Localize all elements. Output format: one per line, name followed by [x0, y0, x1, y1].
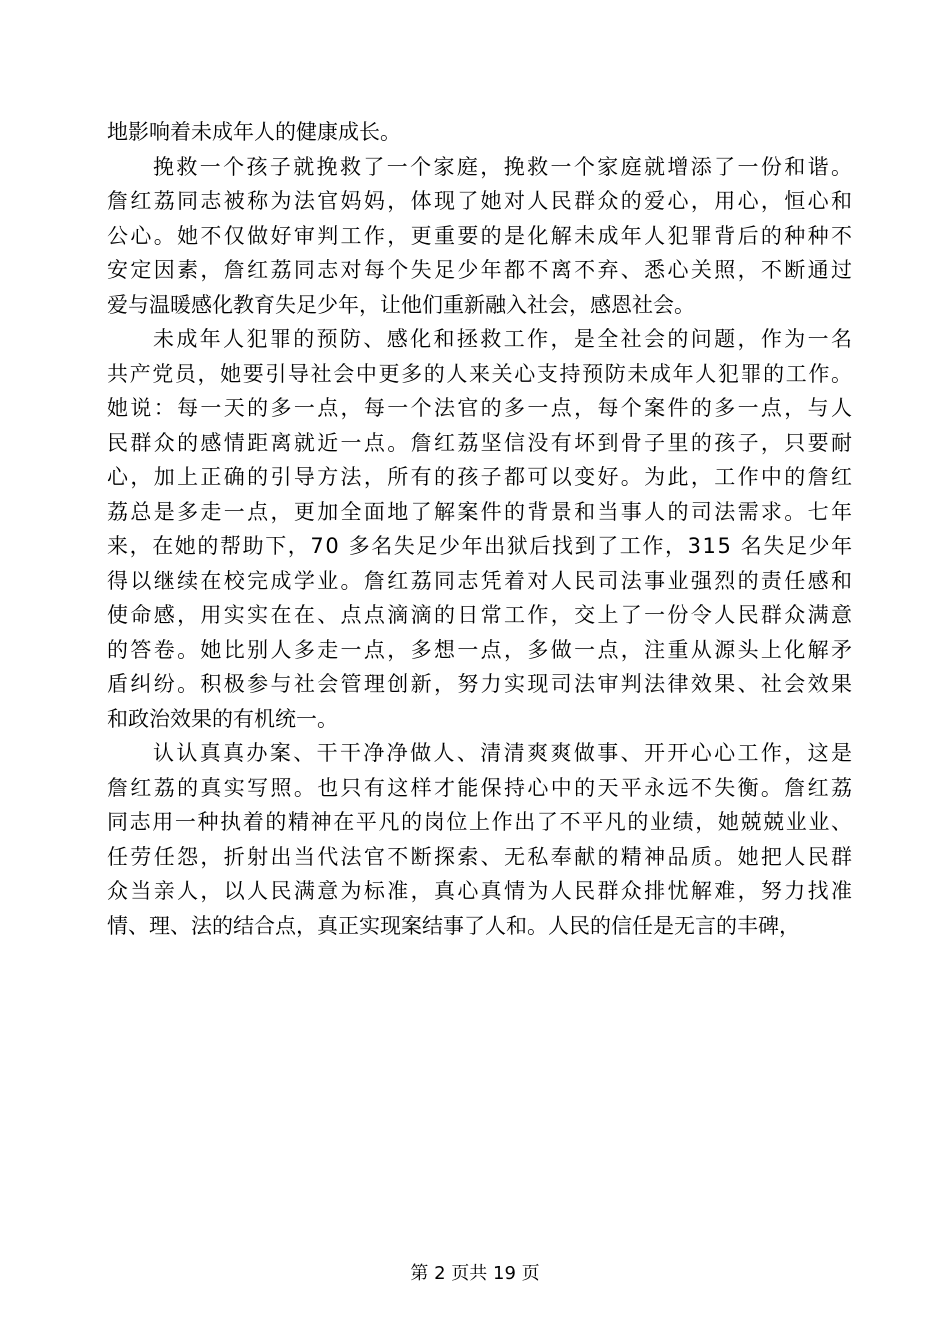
- text-line: 盾纠纷。积极参与社会管理创新，努力实现司法审判法律效果、社会效果: [107, 672, 855, 696]
- text-line: 民群众的感情距离就近一点。詹红荔坚信没有坏到骨子里的孩子，只要耐: [107, 430, 855, 455]
- text-line: 荔总是多走一点，更加全面地了解案件的背景和当事人的司法需求。七年: [107, 499, 855, 524]
- text-line: 詹红荔同志被称为法官妈妈，体现了她对人民群众的爱心，用心，恒心和: [107, 189, 855, 213]
- paragraph-2: [107, 150, 855, 323]
- text-line: 共产党员，她要引导社会中更多的人来关心支持预防未成年人犯罪的工作。: [107, 361, 854, 386]
- text-line: 挽救一个孩子就挽救了一个家庭，挽救一个家庭就增添了一份和谐。: [153, 154, 855, 179]
- text-line: 和政治效果的有机统一。: [107, 706, 338, 731]
- page-number-footer: 第 2 页共 19 页: [410, 1263, 540, 1284]
- text-line: 她说：每一天的多一点，每一个法官的多一点，每个案件的多一点，与人: [107, 396, 855, 420]
- text-line: 的答卷。她比别人多走一点，多想一点，多做一点，注重从源头上化解矛: [107, 637, 855, 662]
- text-line: 詹红荔的真实写照。也只有这样才能保持心中的天平永远不失衡。詹红荔: [107, 775, 855, 800]
- text-line: 地影响着未成年人的健康成长。: [107, 120, 401, 144]
- text-line: 任劳任怨，折射出当代法官不断探索、无私奉献的精神品质。她把人民群: [107, 844, 855, 869]
- body-text: [107, 115, 855, 943]
- text-line: 使命感，用实实在在、点点滴滴的日常工作，交上了一份令人民群众满意: [107, 603, 855, 627]
- paragraph-4: [107, 736, 855, 943]
- text-line: 认认真真办案、干干净净做人、清清爽爽做事、开开心心工作，这是: [153, 741, 855, 765]
- text-line: 得以继续在校完成学业。詹红荔同志凭着对人民司法事业强烈的责任感和: [107, 568, 855, 593]
- text-line: 安定因素，詹红荔同志对每个失足少年都不离不弃、悉心关照，不断通过: [107, 258, 855, 282]
- text-line: 爱与温暖感化教育失足少年，让他们重新融入社会，感恩社会。: [107, 292, 695, 317]
- paragraph-1: [107, 115, 852, 150]
- text-line: 公心。她不仅做好审判工作，更重要的是化解未成年人犯罪背后的种种不: [107, 223, 855, 248]
- text-line: 未成年人犯罪的预防、感化和拯救工作，是全社会的问题，作为一名: [153, 327, 855, 351]
- text-line: 众当亲人，以人民满意为标准，真心真情为人民群众排忧解难，努力找准: [107, 879, 855, 903]
- text-line: 情、理、法的结合点，真正实现案结事了人和。人民的信任是无言的丰碑，: [107, 913, 800, 938]
- text-line: 心，加上正确的引导方法，所有的孩子都可以变好。为此，工作中的詹红: [107, 465, 855, 489]
- text-line: 来，在她的帮助下，70 多名失足少年出狱后找到了工作，315 名失足少年: [107, 534, 854, 558]
- text-line: 同志用一种执着的精神在平凡的岗位上作出了不平凡的业绩，她兢兢业业、: [107, 810, 854, 834]
- paragraph-3: [107, 322, 855, 736]
